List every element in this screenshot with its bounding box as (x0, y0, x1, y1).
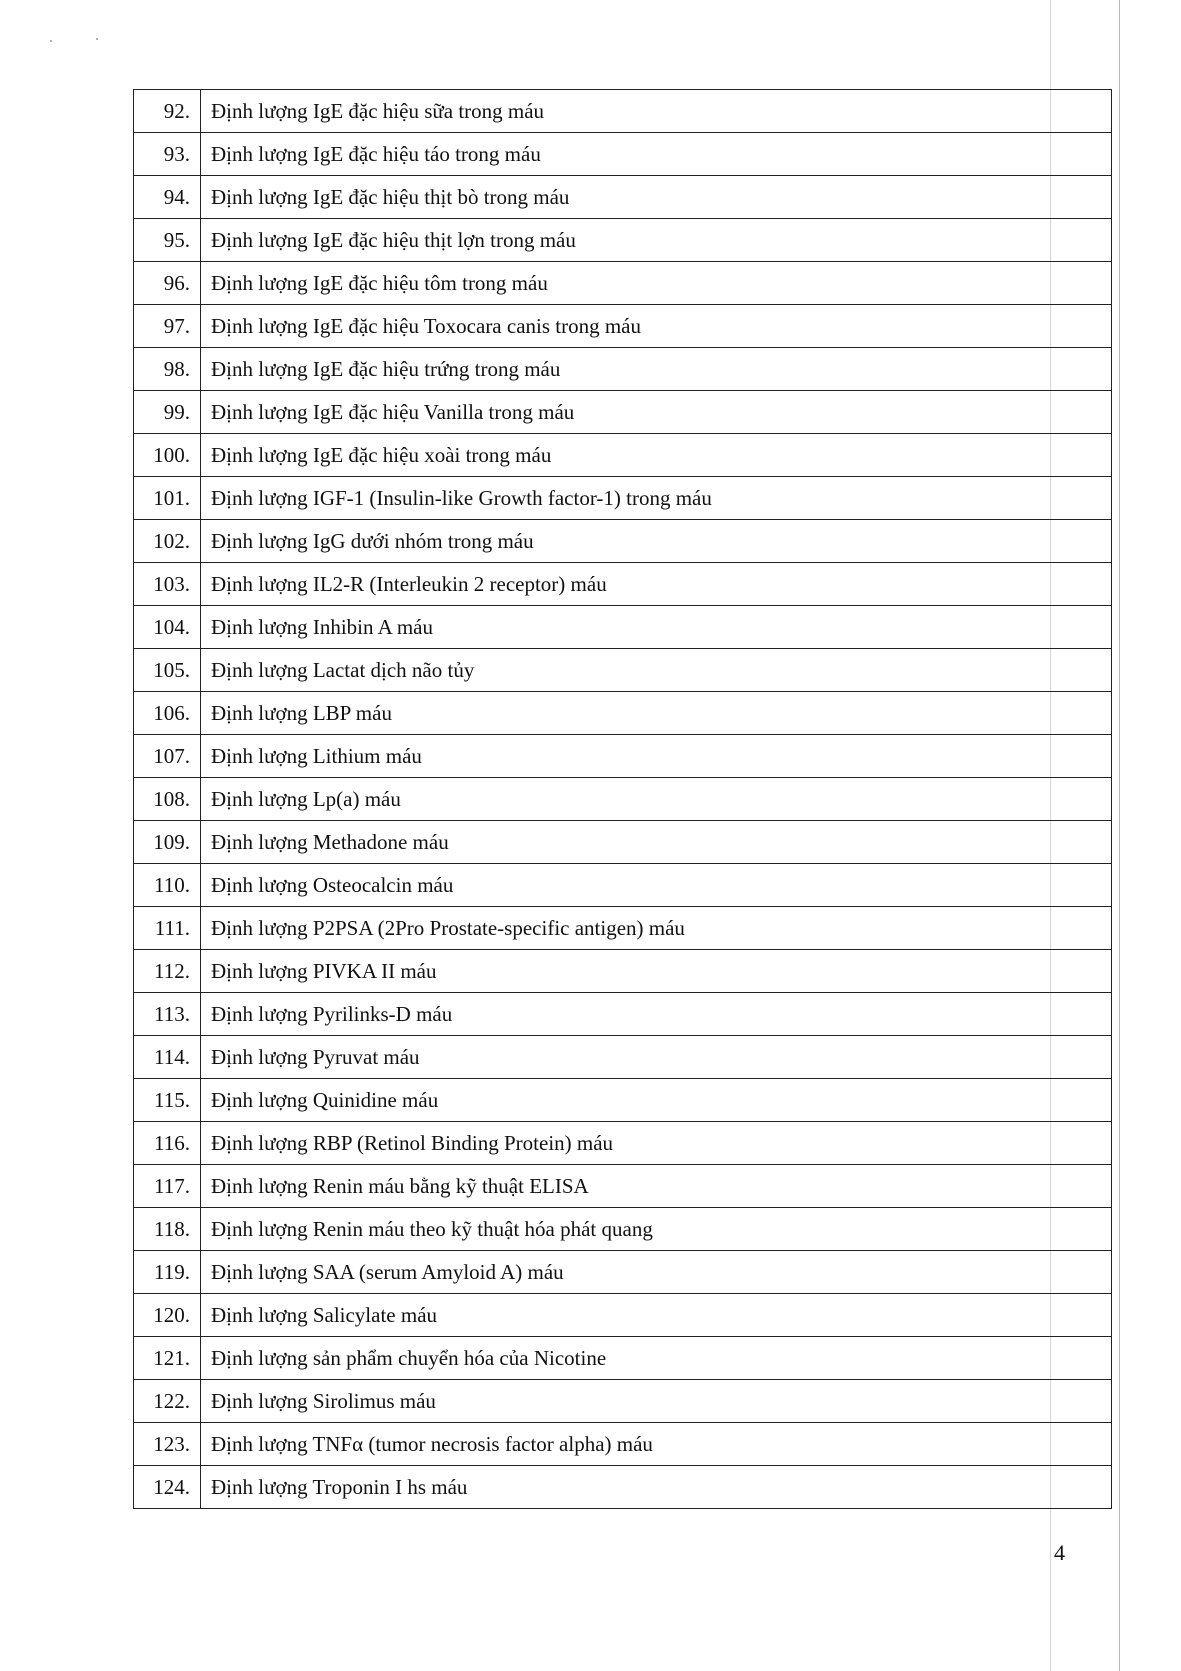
row-number: 101. (134, 477, 201, 520)
procedure-name: Định lượng SAA (serum Amyloid A) máu (201, 1251, 1112, 1294)
row-number: 124. (134, 1466, 201, 1509)
row-number: 96. (134, 262, 201, 305)
table-row (134, 1165, 1112, 1208)
procedure-name: Định lượng RBP (Retinol Binding Protein) máu (201, 1122, 1112, 1165)
table-row (134, 1423, 1112, 1466)
row-number: 116. (134, 1122, 201, 1165)
procedure-name: Định lượng Sirolimus máu (201, 1380, 1112, 1423)
procedure-name: Định lượng Troponin I hs máu (201, 1466, 1112, 1509)
procedure-name: Định lượng sản phẩm chuyển hóa của Nicotine (201, 1337, 1112, 1380)
procedure-name: Định lượng Renin máu bằng kỹ thuật ELISA (201, 1165, 1112, 1208)
scan-speck (50, 40, 52, 42)
procedure-name: Định lượng Pyrilinks-D máu (201, 993, 1112, 1036)
table-row (134, 1079, 1112, 1122)
row-number: 114. (134, 1036, 201, 1079)
row-number: 97. (134, 305, 201, 348)
table-row (134, 993, 1112, 1036)
procedure-name: Định lượng Quinidine máu (201, 1079, 1112, 1122)
procedure-name: Định lượng Renin máu theo kỹ thuật hóa phát quang (201, 1208, 1112, 1251)
table-row (134, 1036, 1112, 1079)
table-row (134, 520, 1112, 563)
procedure-name: Định lượng IgG dưới nhóm trong máu (201, 520, 1112, 563)
procedure-name: Định lượng IgE đặc hiệu Vanilla trong máu (201, 391, 1112, 434)
procedure-name: Định lượng IgE đặc hiệu tôm trong máu (201, 262, 1112, 305)
row-number: 103. (134, 563, 201, 606)
row-number: 120. (134, 1294, 201, 1337)
table-row (134, 950, 1112, 993)
row-number: 100. (134, 434, 201, 477)
table-row (134, 778, 1112, 821)
row-number: 122. (134, 1380, 201, 1423)
table-row (134, 348, 1112, 391)
row-number: 111. (134, 907, 201, 950)
page-number: 4 (1054, 1540, 1065, 1565)
table-row (134, 1466, 1112, 1509)
scan-edge-line (1119, 0, 1120, 1671)
table-row (134, 176, 1112, 219)
table-row (134, 434, 1112, 477)
procedure-name: Định lượng TNFα (tumor necrosis factor alpha) máu (201, 1423, 1112, 1466)
row-number: 93. (134, 133, 201, 176)
procedure-name: Định lượng Methadone máu (201, 821, 1112, 864)
procedure-name: Định lượng IgE đặc hiệu thịt lợn trong máu (201, 219, 1112, 262)
procedure-name: Định lượng LBP máu (201, 692, 1112, 735)
procedure-name: Định lượng IgE đặc hiệu xoài trong máu (201, 434, 1112, 477)
row-number: 113. (134, 993, 201, 1036)
table-row (134, 219, 1112, 262)
table-row (134, 90, 1112, 133)
row-number: 92. (134, 90, 201, 133)
table-row (134, 1122, 1112, 1165)
row-number: 121. (134, 1337, 201, 1380)
procedure-table-body (134, 90, 1112, 1509)
table-row (134, 1294, 1112, 1337)
table-row (134, 133, 1112, 176)
procedure-name: Định lượng IL2-R (Interleukin 2 receptor) máu (201, 563, 1112, 606)
row-number: 105. (134, 649, 201, 692)
procedure-name: Định lượng Pyruvat máu (201, 1036, 1112, 1079)
scan-speck (96, 38, 98, 40)
procedure-name: Định lượng IgE đặc hiệu Toxocara canis trong máu (201, 305, 1112, 348)
row-number: 119. (134, 1251, 201, 1294)
procedure-name: Định lượng Osteocalcin máu (201, 864, 1112, 907)
procedure-name: Định lượng Inhibin A máu (201, 606, 1112, 649)
row-number: 95. (134, 219, 201, 262)
procedure-name: Định lượng IgE đặc hiệu thịt bò trong máu (201, 176, 1112, 219)
procedure-name: Định lượng P2PSA (2Pro Prostate-specific antigen) máu (201, 907, 1112, 950)
table-row (134, 864, 1112, 907)
procedure-name: Định lượng IgE đặc hiệu sữa trong máu (201, 90, 1112, 133)
table-row (134, 305, 1112, 348)
row-number: 107. (134, 735, 201, 778)
procedure-name: Định lượng IGF-1 (Insulin-like Growth factor-1) trong máu (201, 477, 1112, 520)
table-row (134, 735, 1112, 778)
row-number: 104. (134, 606, 201, 649)
row-number: 94. (134, 176, 201, 219)
procedure-name: Định lượng Lactat dịch não tủy (201, 649, 1112, 692)
procedure-name: Định lượng Salicylate máu (201, 1294, 1112, 1337)
table-row (134, 477, 1112, 520)
row-number: 110. (134, 864, 201, 907)
row-number: 99. (134, 391, 201, 434)
table-row (134, 1208, 1112, 1251)
procedure-name: Định lượng IgE đặc hiệu trứng trong máu (201, 348, 1112, 391)
table-row (134, 391, 1112, 434)
row-number: 109. (134, 821, 201, 864)
table-row (134, 821, 1112, 864)
row-number: 98. (134, 348, 201, 391)
procedure-name: Định lượng PIVKA II máu (201, 950, 1112, 993)
procedure-table (133, 89, 1112, 1509)
table-row (134, 606, 1112, 649)
procedure-name: Định lượng IgE đặc hiệu táo trong máu (201, 133, 1112, 176)
row-number: 123. (134, 1423, 201, 1466)
table-row (134, 563, 1112, 606)
table-row (134, 649, 1112, 692)
table-row (134, 262, 1112, 305)
table-row (134, 692, 1112, 735)
row-number: 108. (134, 778, 201, 821)
table-row (134, 1337, 1112, 1380)
table-row (134, 907, 1112, 950)
row-number: 115. (134, 1079, 201, 1122)
row-number: 117. (134, 1165, 201, 1208)
table-row (134, 1380, 1112, 1423)
row-number: 106. (134, 692, 201, 735)
procedure-name: Định lượng Lithium máu (201, 735, 1112, 778)
procedure-name: Định lượng Lp(a) máu (201, 778, 1112, 821)
row-number: 112. (134, 950, 201, 993)
row-number: 118. (134, 1208, 201, 1251)
table-row (134, 1251, 1112, 1294)
row-number: 102. (134, 520, 201, 563)
